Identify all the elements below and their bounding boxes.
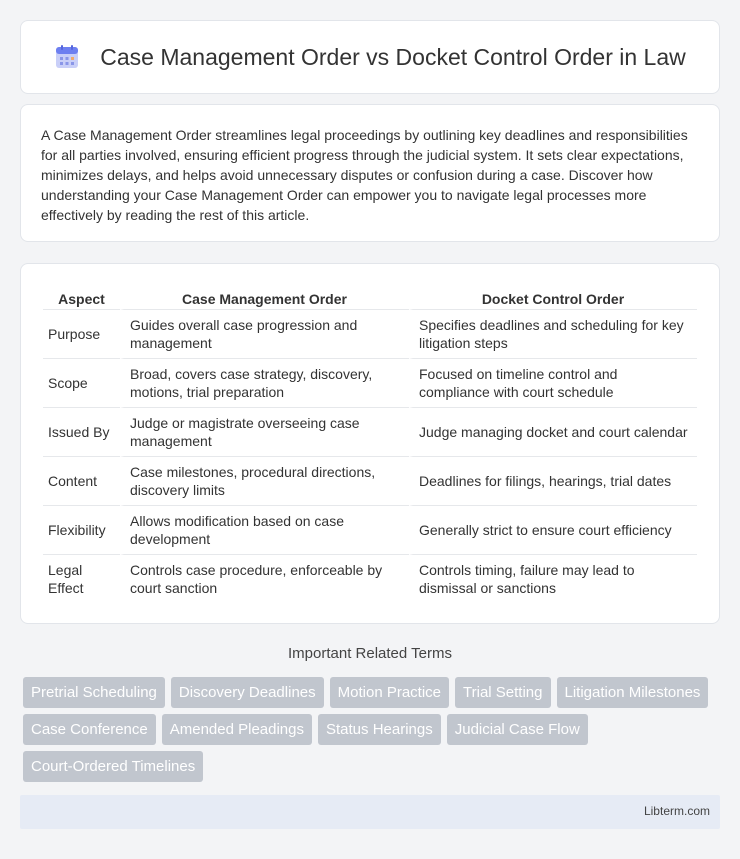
cell-dco: Deadlines for filings, hearings, trial dates xyxy=(409,456,697,505)
calendar-icon xyxy=(54,44,80,70)
table-row xyxy=(43,554,697,603)
tag-case-conference[interactable]: Case Conference xyxy=(23,714,156,745)
intro-card xyxy=(20,104,720,242)
page-title: Case Management Order vs Docket Control Order in Law xyxy=(100,43,686,70)
footer-site-link[interactable]: Libterm.com xyxy=(643,804,710,818)
tag-pretrial-scheduling[interactable]: Pretrial Scheduling xyxy=(23,677,165,708)
cell-aspect: Scope xyxy=(43,358,120,407)
table-row xyxy=(43,505,697,554)
tag-judicial-case-flow[interactable]: Judicial Case Flow xyxy=(447,714,588,745)
cell-cmo: Case milestones, procedural directions, discovery limits xyxy=(120,456,409,505)
table-row xyxy=(43,407,697,456)
header-card xyxy=(20,20,720,94)
tag-status-hearings[interactable]: Status Hearings xyxy=(318,714,441,745)
table-row xyxy=(43,358,697,407)
cell-dco: Focused on timeline control and compliance with court schedule xyxy=(409,358,697,407)
cell-dco: Generally strict to ensure court efficiency xyxy=(409,505,697,554)
cell-cmo: Guides overall case progression and management xyxy=(120,309,409,358)
cell-aspect: Issued By xyxy=(43,407,120,456)
cell-aspect: Content xyxy=(43,456,120,505)
related-terms-tags xyxy=(23,677,723,788)
comparison-table xyxy=(43,284,697,603)
intro-text: A Case Management Order streamlines legal proceedings by outlining key deadlines and responsibilities for all parties involved, ensuring efficient progress through the judicial system. It sets clear expectations, minimizes delays, and helps avoid unnecessary disputes or confusion during a case. Discover how understanding your Case Management Order can empower you to navigate legal processes more effectively by reading the rest of this article. xyxy=(41,127,688,223)
cell-dco: Specifies deadlines and scheduling for key litigation steps xyxy=(409,309,697,358)
header-aspect: Aspect xyxy=(58,291,105,307)
tag-court-ordered-timelines[interactable]: Court-Ordered Timelines xyxy=(23,751,203,782)
cell-aspect: Purpose xyxy=(43,309,120,358)
related-terms-title: Important Related Terms xyxy=(288,645,452,662)
tag-motion-practice[interactable]: Motion Practice xyxy=(330,677,449,708)
table-row xyxy=(43,309,697,358)
tag-discovery-deadlines[interactable]: Discovery Deadlines xyxy=(171,677,324,708)
tag-trial-setting[interactable]: Trial Setting xyxy=(455,677,550,708)
table-row xyxy=(43,456,697,505)
cell-aspect: Flexibility xyxy=(43,505,120,554)
tag-amended-pleadings[interactable]: Amended Pleadings xyxy=(162,714,312,745)
tag-litigation-milestones[interactable]: Litigation Milestones xyxy=(557,677,709,708)
cell-aspect: Legal Effect xyxy=(43,554,120,603)
cell-cmo: Broad, covers case strategy, discovery, motions, trial preparation xyxy=(120,358,409,407)
cell-dco: Controls timing, failure may lead to dismissal or sanctions xyxy=(409,554,697,603)
cell-cmo: Controls case procedure, enforceable by court sanction xyxy=(120,554,409,603)
cell-cmo: Judge or magistrate overseeing case management xyxy=(120,407,409,456)
comparison-table-card xyxy=(20,263,720,624)
footer xyxy=(20,795,720,829)
header-cmo: Case Management Order xyxy=(182,291,347,307)
cell-cmo: Allows modification based on case development xyxy=(120,505,409,554)
header-dco: Docket Control Order xyxy=(481,291,625,307)
cell-dco: Judge managing docket and court calendar xyxy=(409,407,697,456)
